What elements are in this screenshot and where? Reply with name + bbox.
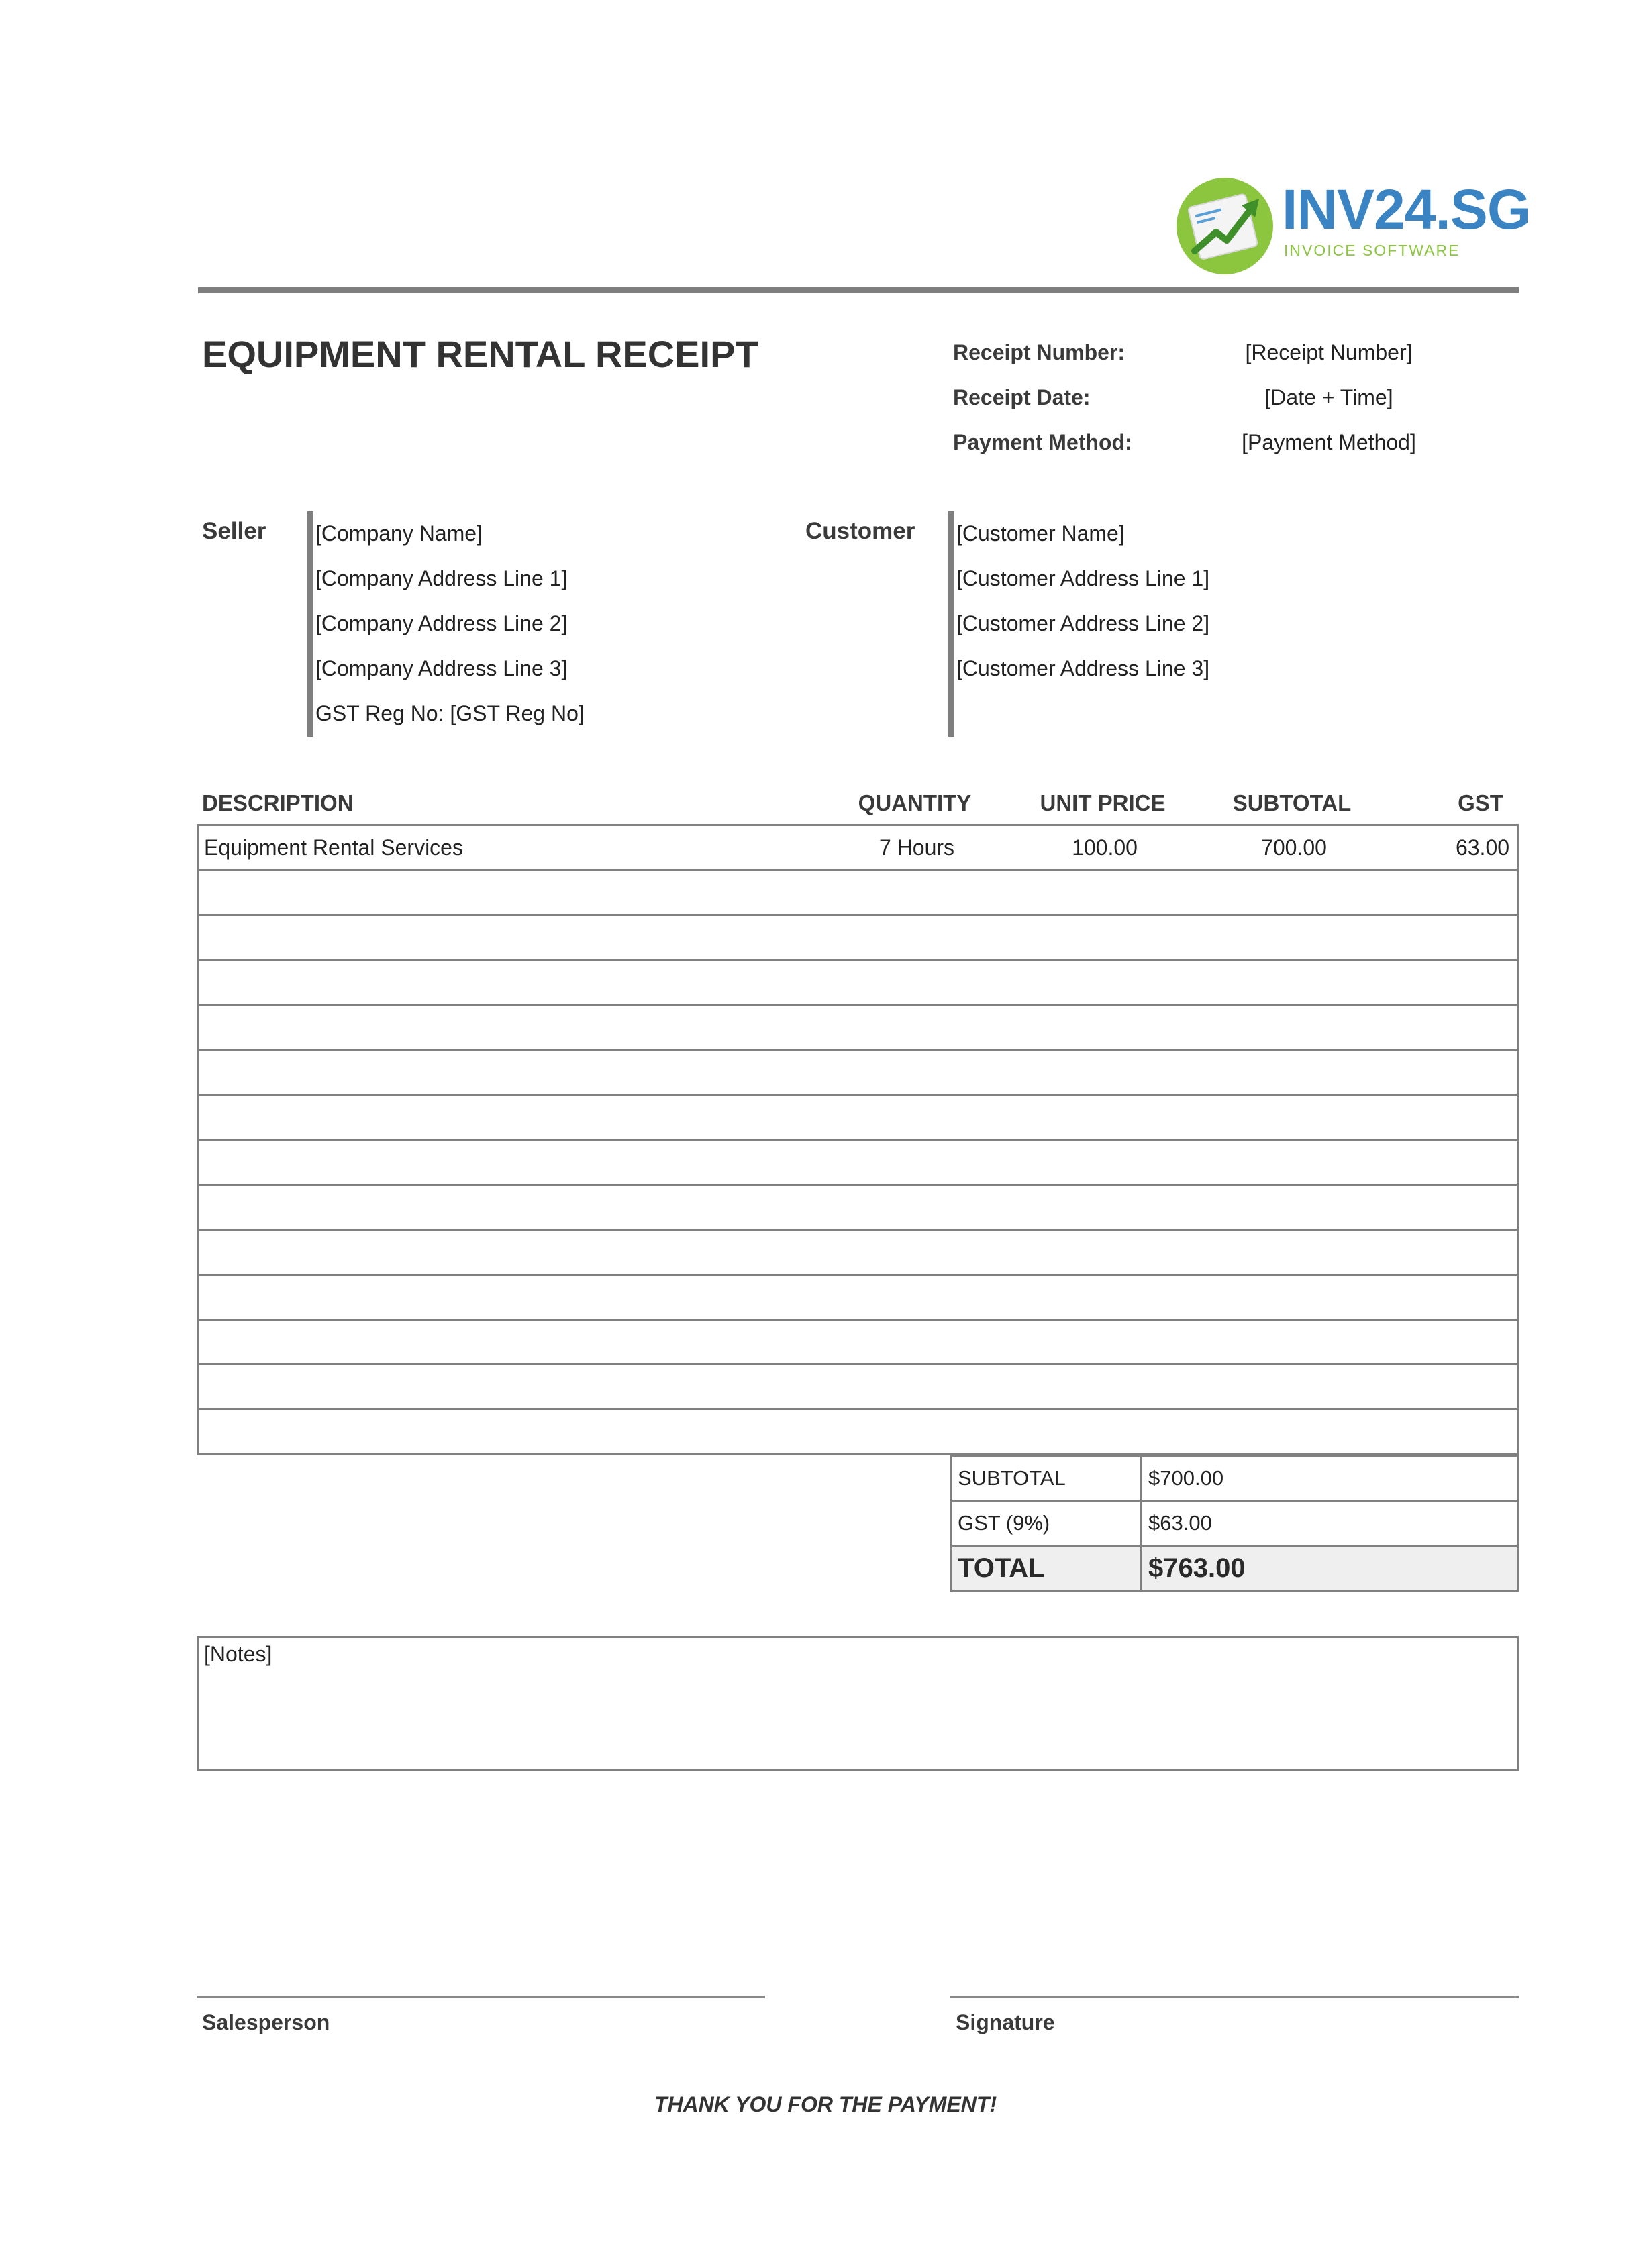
- header-subtotal: SUBTOTAL: [1232, 790, 1352, 815]
- seller-company-name: [Company Name]: [315, 521, 483, 546]
- table-row: [199, 1274, 1517, 1319]
- cell-gst: [1382, 961, 1583, 1004]
- notes-box[interactable]: [197, 1636, 1519, 1771]
- table-row: [199, 959, 1517, 1004]
- header-unit-price: UNIT PRICE: [1040, 790, 1166, 815]
- table-row: [199, 1229, 1517, 1274]
- cell-gst: [1382, 1141, 1583, 1184]
- gst-value: $63.00: [1148, 1511, 1212, 1535]
- cell-gst: [1382, 1231, 1583, 1274]
- customer-name: [Customer Name]: [956, 521, 1125, 546]
- table-row: [199, 1408, 1517, 1453]
- cell-gst: [1382, 1410, 1583, 1453]
- subtotal-row: [952, 1457, 1517, 1500]
- header-divider: [198, 287, 1519, 293]
- cell-gst: [1382, 1051, 1583, 1094]
- customer-address-line-1: [Customer Address Line 1]: [956, 566, 1210, 590]
- cell-subtotal: 700.00: [1261, 835, 1327, 860]
- table-row: [199, 826, 1517, 869]
- table-row: [199, 1184, 1517, 1229]
- customer-address-line-2: [Customer Address Line 2]: [956, 611, 1210, 635]
- table-row: [199, 1319, 1517, 1363]
- logo-tagline: INVOICE SOFTWARE: [1284, 242, 1460, 259]
- notes-text: [Notes]: [204, 1642, 272, 1666]
- cell-gst: [1382, 1006, 1583, 1049]
- table-row: [199, 1049, 1517, 1094]
- table-row: [199, 1363, 1517, 1408]
- table-row: [199, 1139, 1517, 1184]
- table-row: [199, 914, 1517, 959]
- header-gst: GST: [1458, 790, 1503, 815]
- gst-row: [952, 1500, 1517, 1545]
- header-description: DESCRIPTION: [202, 790, 354, 815]
- thank-you-message: THANK YOU FOR THE PAYMENT!: [654, 2092, 997, 2116]
- customer-address-line-3: [Customer Address Line 3]: [956, 656, 1210, 680]
- total-value: $763.00: [1148, 1553, 1246, 1583]
- cell-gst: [1382, 1096, 1583, 1139]
- table-row: [199, 869, 1517, 914]
- cell-unit-price: 100.00: [1072, 835, 1138, 860]
- brand-logo: [1174, 168, 1531, 282]
- receipt-date-label: Receipt Date:: [953, 385, 1091, 409]
- cell-gst: [1382, 1321, 1583, 1363]
- logo-mark-icon: [1174, 176, 1275, 276]
- salesperson-label: Salesperson: [202, 2010, 330, 2034]
- subtotal-value: $700.00: [1148, 1466, 1224, 1490]
- subtotal-label: SUBTOTAL: [958, 1466, 1066, 1490]
- seller-divider: [307, 511, 313, 737]
- totals-table: [950, 1455, 1519, 1592]
- payment-method-label: Payment Method:: [953, 430, 1132, 454]
- cell-quantity: 7 Hours: [879, 835, 955, 860]
- signature-label: Signature: [956, 2010, 1055, 2034]
- receipt-number-value: [Receipt Number]: [1245, 340, 1413, 364]
- seller-address-line-2: [Company Address Line 2]: [315, 611, 568, 635]
- salesperson-line: [197, 1996, 765, 1998]
- seller-address-line-3: [Company Address Line 3]: [315, 656, 568, 680]
- seller-address-line-1: [Company Address Line 1]: [315, 566, 568, 590]
- total-row: [952, 1545, 1517, 1590]
- seller-label: Seller: [202, 518, 266, 544]
- payment-method-value: [Payment Method]: [1242, 430, 1416, 454]
- logo-wordmark: INV24.SG: [1282, 178, 1531, 241]
- cell-gst: [1382, 871, 1583, 914]
- receipt-number-label: Receipt Number:: [953, 340, 1125, 364]
- customer-divider: [948, 511, 954, 737]
- cell-gst: [1382, 916, 1583, 959]
- receipt-date-value: [Date + Time]: [1264, 385, 1393, 409]
- table-row: [199, 1004, 1517, 1049]
- document-title: EQUIPMENT RENTAL RECEIPT: [202, 333, 758, 375]
- table-row: [199, 1094, 1517, 1139]
- cell-gst: [1382, 1276, 1583, 1319]
- header-quantity: QUANTITY: [858, 790, 972, 815]
- customer-label: Customer: [805, 518, 915, 544]
- cell-gst: [1382, 1186, 1583, 1229]
- cell-gst: [1382, 1365, 1583, 1408]
- gst-label: GST (9%): [958, 1511, 1050, 1535]
- cell-description: Equipment Rental Services: [204, 835, 463, 860]
- signature-line: [950, 1996, 1519, 1998]
- seller-gst-reg: GST Reg No: [GST Reg No]: [315, 701, 585, 725]
- items-table: [197, 824, 1519, 1455]
- cell-gst: 63.00: [1455, 835, 1510, 860]
- total-label: TOTAL: [958, 1553, 1045, 1583]
